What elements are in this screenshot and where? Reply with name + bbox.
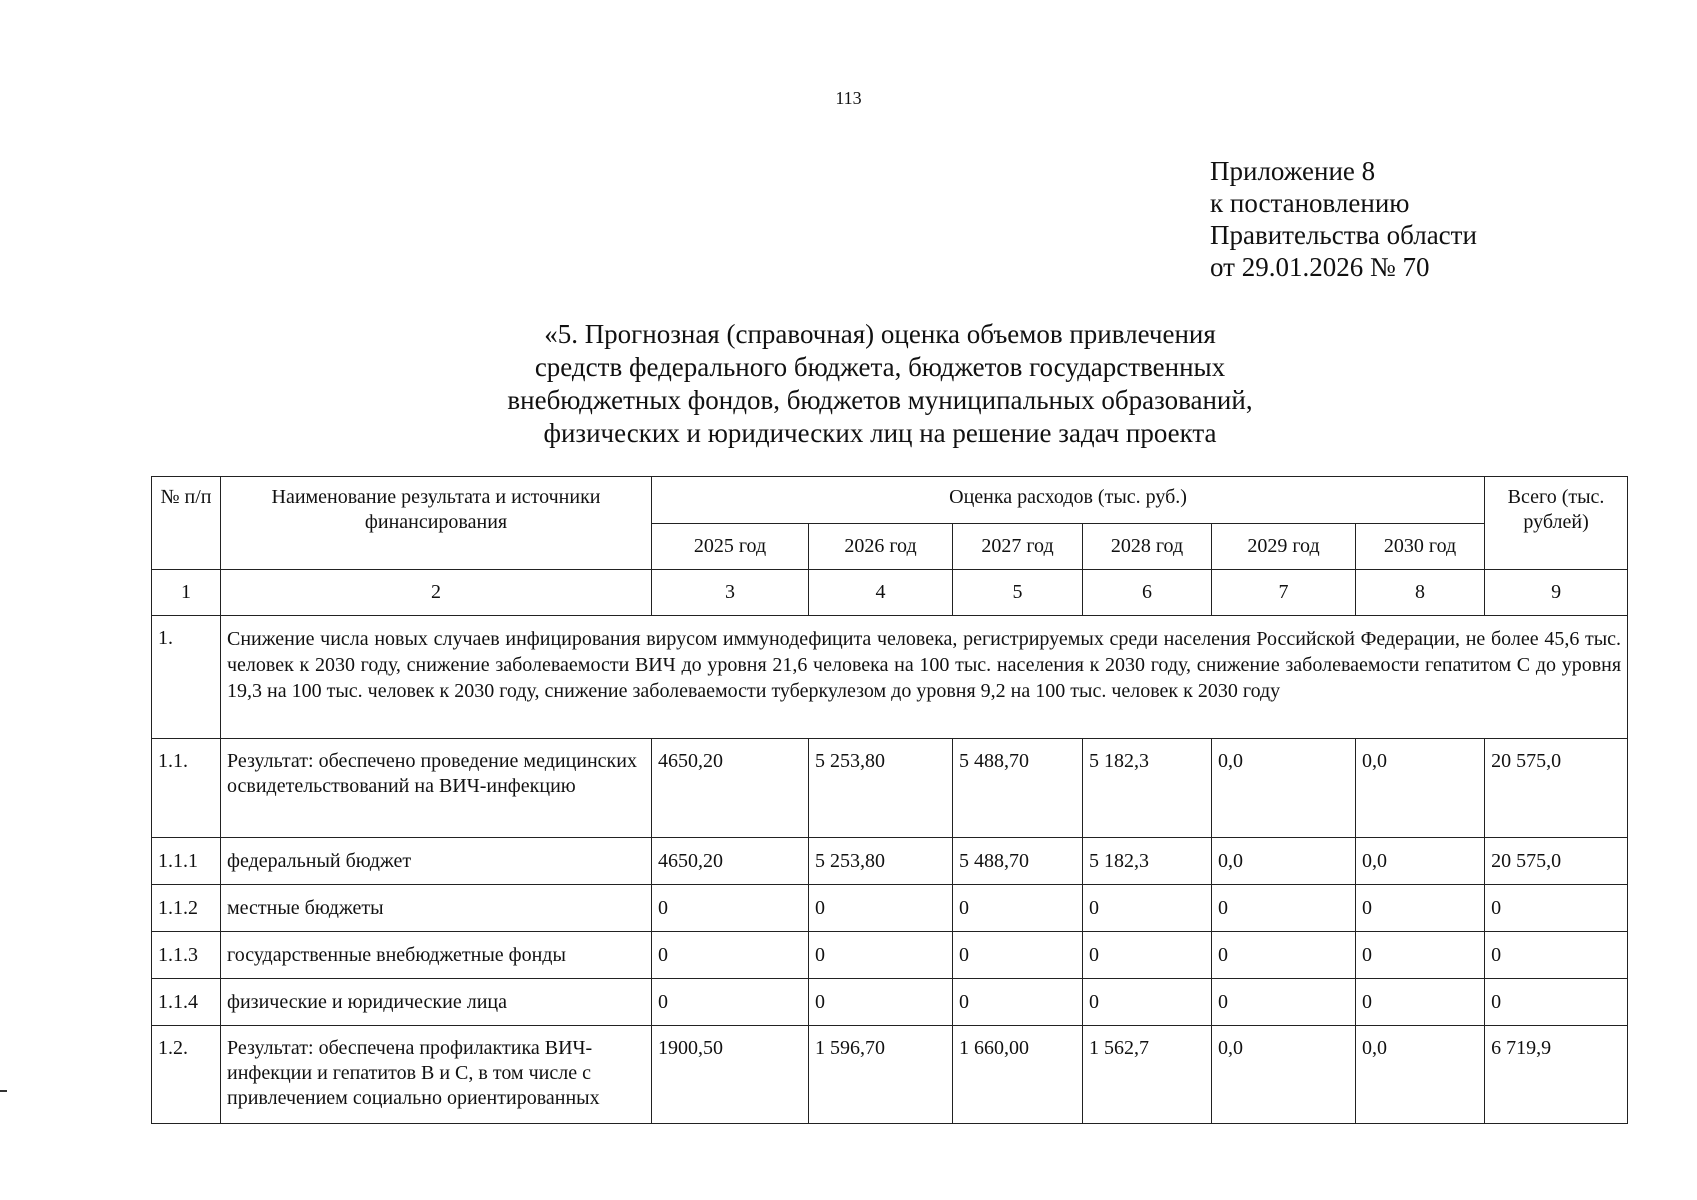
row-value: 4650,20: [652, 739, 809, 838]
header-year: 2025 год: [652, 524, 809, 570]
section-row: [152, 616, 1628, 739]
table-row: [152, 739, 1628, 838]
title-line: «5. Прогнозная (справочная) оценка объемов привлечения: [544, 319, 1216, 349]
row-value: 0: [1356, 979, 1485, 1026]
section-description: Снижение числа новых случаев инфицирования вирусом иммунодефицита человека, регистрируемых среди населения Российской Федерации, не более 45,6 тыс. человек к 2030 году, снижение заболеваемости ВИЧ до уровня 21,6 человека на 100 тыс. населения к 2030 году, снижение заболеваемости гепатитом С до уровня 19,3 на 100 тыс. человек к 2030 году, снижение заболеваемости туберкулезом до уровня 9,2 на 100 тыс. человек к 2030 году: [221, 616, 1628, 739]
row-name: местные бюджеты: [221, 885, 652, 932]
row-num: 1.1.1: [152, 838, 221, 885]
title-line: внебюджетных фондов, бюджетов муниципальных образований,: [507, 385, 1253, 415]
row-value: 0: [953, 932, 1083, 979]
row-value: 0,0: [1212, 739, 1356, 838]
row-name: федеральный бюджет: [221, 838, 652, 885]
row-total: 0: [1485, 979, 1628, 1026]
column-number: 5: [953, 570, 1083, 616]
header-year: 2027 год: [953, 524, 1083, 570]
header-total: Всего (тыс. рублей): [1485, 477, 1628, 570]
appendix-line: Правительства области: [1210, 220, 1477, 250]
row-name: Результат: обеспечено проведение медицинских освидетельствований на ВИЧ-инфекцию: [221, 739, 652, 838]
header-name: Наименование результата и источники финансирования: [221, 477, 652, 570]
row-value: 0,0: [1356, 1026, 1485, 1124]
row-num: 1.1.2: [152, 885, 221, 932]
table-row: [152, 932, 1628, 979]
row-total: 0: [1485, 932, 1628, 979]
row-value: 0,0: [1212, 1026, 1356, 1124]
table-row: [152, 979, 1628, 1026]
row-value: 0: [809, 932, 953, 979]
column-number: 3: [652, 570, 809, 616]
row-value: 5 488,70: [953, 838, 1083, 885]
row-value: 1900,50: [652, 1026, 809, 1124]
table-row: [152, 1026, 1628, 1124]
row-value: 0,0: [1212, 838, 1356, 885]
column-number: 1: [152, 570, 221, 616]
scan-edge-mark: [0, 1090, 7, 1092]
row-value: 0,0: [1356, 838, 1485, 885]
row-value: 0: [652, 979, 809, 1026]
appendix-line: к постановлению: [1210, 188, 1410, 218]
header-estimate: Оценка расходов (тыс. руб.): [652, 477, 1485, 524]
column-number: 2: [221, 570, 652, 616]
row-value: 4650,20: [652, 838, 809, 885]
row-total: 20 575,0: [1485, 739, 1628, 838]
row-name: физические и юридические лица: [221, 979, 652, 1026]
row-value: 5 253,80: [809, 739, 953, 838]
row-total: 6 719,9: [1485, 1026, 1628, 1124]
column-number: 6: [1083, 570, 1212, 616]
column-number: 9: [1485, 570, 1628, 616]
row-value: 0: [1212, 979, 1356, 1026]
row-name: государственные внебюджетные фонды: [221, 932, 652, 979]
row-value: 1 596,70: [809, 1026, 953, 1124]
row-num: 1.1.: [152, 739, 221, 838]
row-value: 0: [1083, 885, 1212, 932]
header-year: 2028 год: [1083, 524, 1212, 570]
row-value: 0: [809, 885, 953, 932]
row-num: 1.1.4: [152, 979, 221, 1026]
row-value: 0: [809, 979, 953, 1026]
appendix-block: [1210, 155, 1477, 283]
row-num: 1.1.3: [152, 932, 221, 979]
row-value: 1 660,00: [953, 1026, 1083, 1124]
table-row: [152, 885, 1628, 932]
row-value: 5 182,3: [1083, 838, 1212, 885]
row-value: 0: [1212, 932, 1356, 979]
row-value: 0: [953, 885, 1083, 932]
financing-table: [151, 476, 1628, 1124]
column-number: 4: [809, 570, 953, 616]
row-value: 1 562,7: [1083, 1026, 1212, 1124]
row-value: 0,0: [1356, 739, 1485, 838]
column-number: 7: [1212, 570, 1356, 616]
header-year: 2030 год: [1356, 524, 1485, 570]
row-value: 0: [1356, 932, 1485, 979]
title-line: средств федерального бюджета, бюджетов государственных: [534, 352, 1226, 382]
title-line: физических и юридических лиц на решение задач проекта: [543, 418, 1217, 448]
column-number: 8: [1356, 570, 1485, 616]
row-value: 0: [1212, 885, 1356, 932]
row-value: 0: [1356, 885, 1485, 932]
row-value: 0: [652, 932, 809, 979]
row-total: 20 575,0: [1485, 838, 1628, 885]
row-value: 0: [1083, 979, 1212, 1026]
header-year: 2029 год: [1212, 524, 1356, 570]
header-year: 2026 год: [809, 524, 953, 570]
row-value: 0: [1083, 932, 1212, 979]
section-num: 1.: [152, 616, 221, 739]
row-name: Результат: обеспечена профилактика ВИЧ-инфекции и гепатитов В и С, в том числе с привлечением социально ориентированных: [221, 1026, 652, 1124]
row-value: 5 488,70: [953, 739, 1083, 838]
row-value: 0: [953, 979, 1083, 1026]
row-value: 5 182,3: [1083, 739, 1212, 838]
row-value: 5 253,80: [809, 838, 953, 885]
appendix-line: Приложение 8: [1210, 156, 1376, 186]
appendix-line: от 29.01.2026 № 70: [1210, 252, 1430, 282]
table-row: [152, 838, 1628, 885]
row-num: 1.2.: [152, 1026, 221, 1124]
document-title: [330, 318, 1430, 450]
column-number-row: [152, 570, 1628, 616]
page-number: 113: [835, 88, 862, 108]
header-num: № п/п: [152, 477, 221, 570]
row-value: 0: [652, 885, 809, 932]
row-total: 0: [1485, 885, 1628, 932]
